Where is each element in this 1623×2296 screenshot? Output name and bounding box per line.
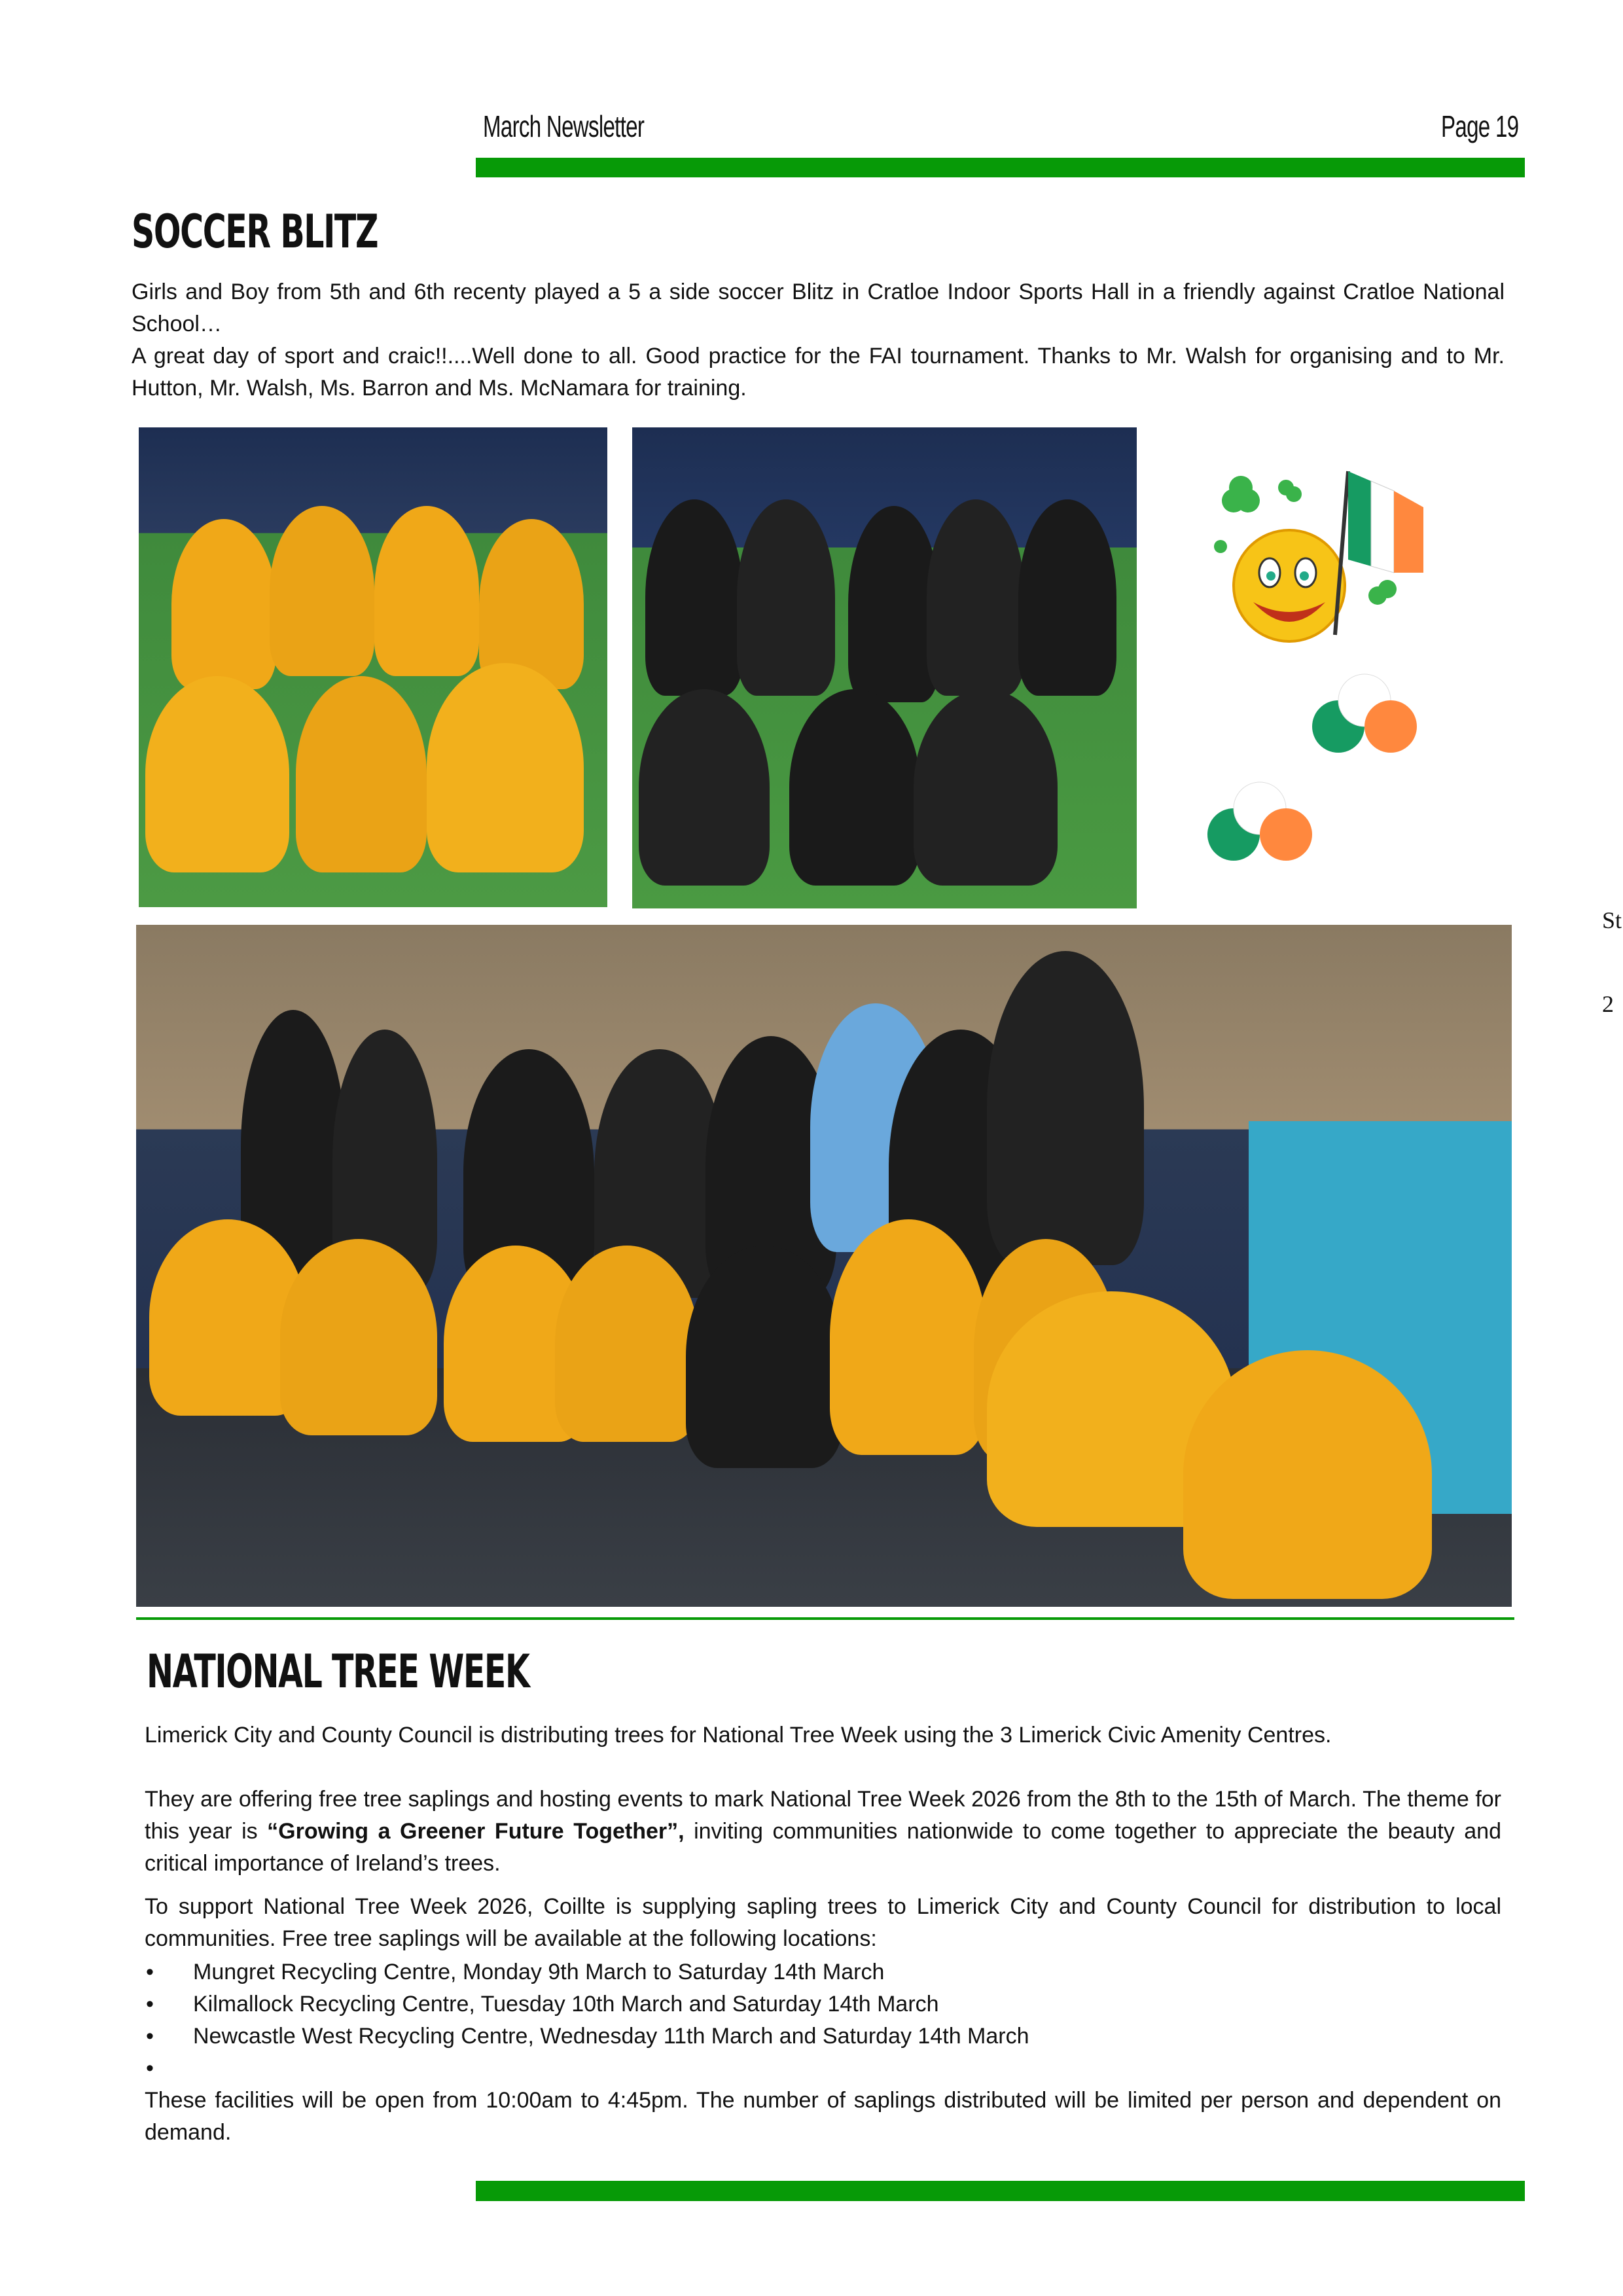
tree-week-text (145, 1719, 1501, 2149)
tree-paragraph-3: To support National Tree Week 2026, Coillte is supplying sapling trees to Limerick City and County Council for distribution to local communities. Free tree saplings will be available at the following locations: (145, 1894, 1501, 1951)
cropped-margin-text: St (1602, 907, 1622, 933)
soccer-paragraph-2: A great day of sport and craic!!....Well done to all. Good practice for the FAI tournament. Thanks to Mr. Walsh for organising and to Mr. Hutton, Mr. Walsh, Ms. Barron and Ms. McNamara for training. (132, 344, 1505, 401)
tree-paragraph-2 (145, 1784, 1501, 1880)
st-patricks-clipart (1207, 468, 1433, 893)
page-number: Page 19 (1441, 109, 1519, 143)
tricolour-shamrock-icon (1207, 782, 1312, 861)
footer-green-bar (476, 2181, 1525, 2201)
tree-week-heading: NATIONAL TREE WEEK (147, 1645, 529, 1698)
soccer-text (132, 276, 1505, 404)
tricolour-shamrock-icon (1312, 674, 1417, 753)
smiley-with-flag-icon (1234, 471, 1423, 641)
girls-black-team-photo (632, 427, 1137, 908)
text: inviting communities nationwide to come together to appreciate the beauty and critical importance of Ireland’s trees. (145, 1819, 1501, 1876)
newsletter-title: March Newsletter (483, 109, 645, 143)
boys-team-photo (136, 925, 1512, 1607)
list-item: • Newcastle West Recycling Centre, Wednesday 11th March and Saturday 14th March (145, 2020, 1501, 2053)
girls-orange-team-photo (139, 427, 607, 907)
section-divider (136, 1617, 1514, 1620)
list-item: • Mungret Recycling Centre, Monday 9th March to Saturday 14th March (145, 1956, 1501, 1988)
tree-paragraph-1: Limerick City and County Council is distributing trees for National Tree Week using the 3 Limerick Civic Amenity Centres. (145, 1723, 1332, 1748)
soccer-heading: SOCCER BLITZ (132, 205, 378, 259)
cropped-margin-text: 2 (1602, 991, 1614, 1017)
list-item (145, 2053, 1501, 2085)
soccer-paragraph-1: Girls and Boy from 5th and 6th recenty played a 5 a side soccer Blitz in Cratloe Indoor Sports Hall in a friendly against Cratloe National School… (132, 279, 1505, 336)
list-item: • Kilmallock Recycling Centre, Tuesday 10th March and Saturday 14th March (145, 1988, 1501, 2020)
tree-paragraph-4: These facilities will be open from 10:00am to 4:45pm. The number of saplings distributed will be limited per person and dependent on demand. (145, 2088, 1501, 2145)
theme-text: “Growing a Greener Future Together”, (267, 1819, 685, 1844)
locations-list (145, 1956, 1501, 2085)
text: They are offering free tree saplings and hosting events to mark National Tree Week 2026 from the 8th to the 15th of March. The theme for this year is (145, 1787, 1501, 1844)
header-green-bar (476, 158, 1525, 177)
